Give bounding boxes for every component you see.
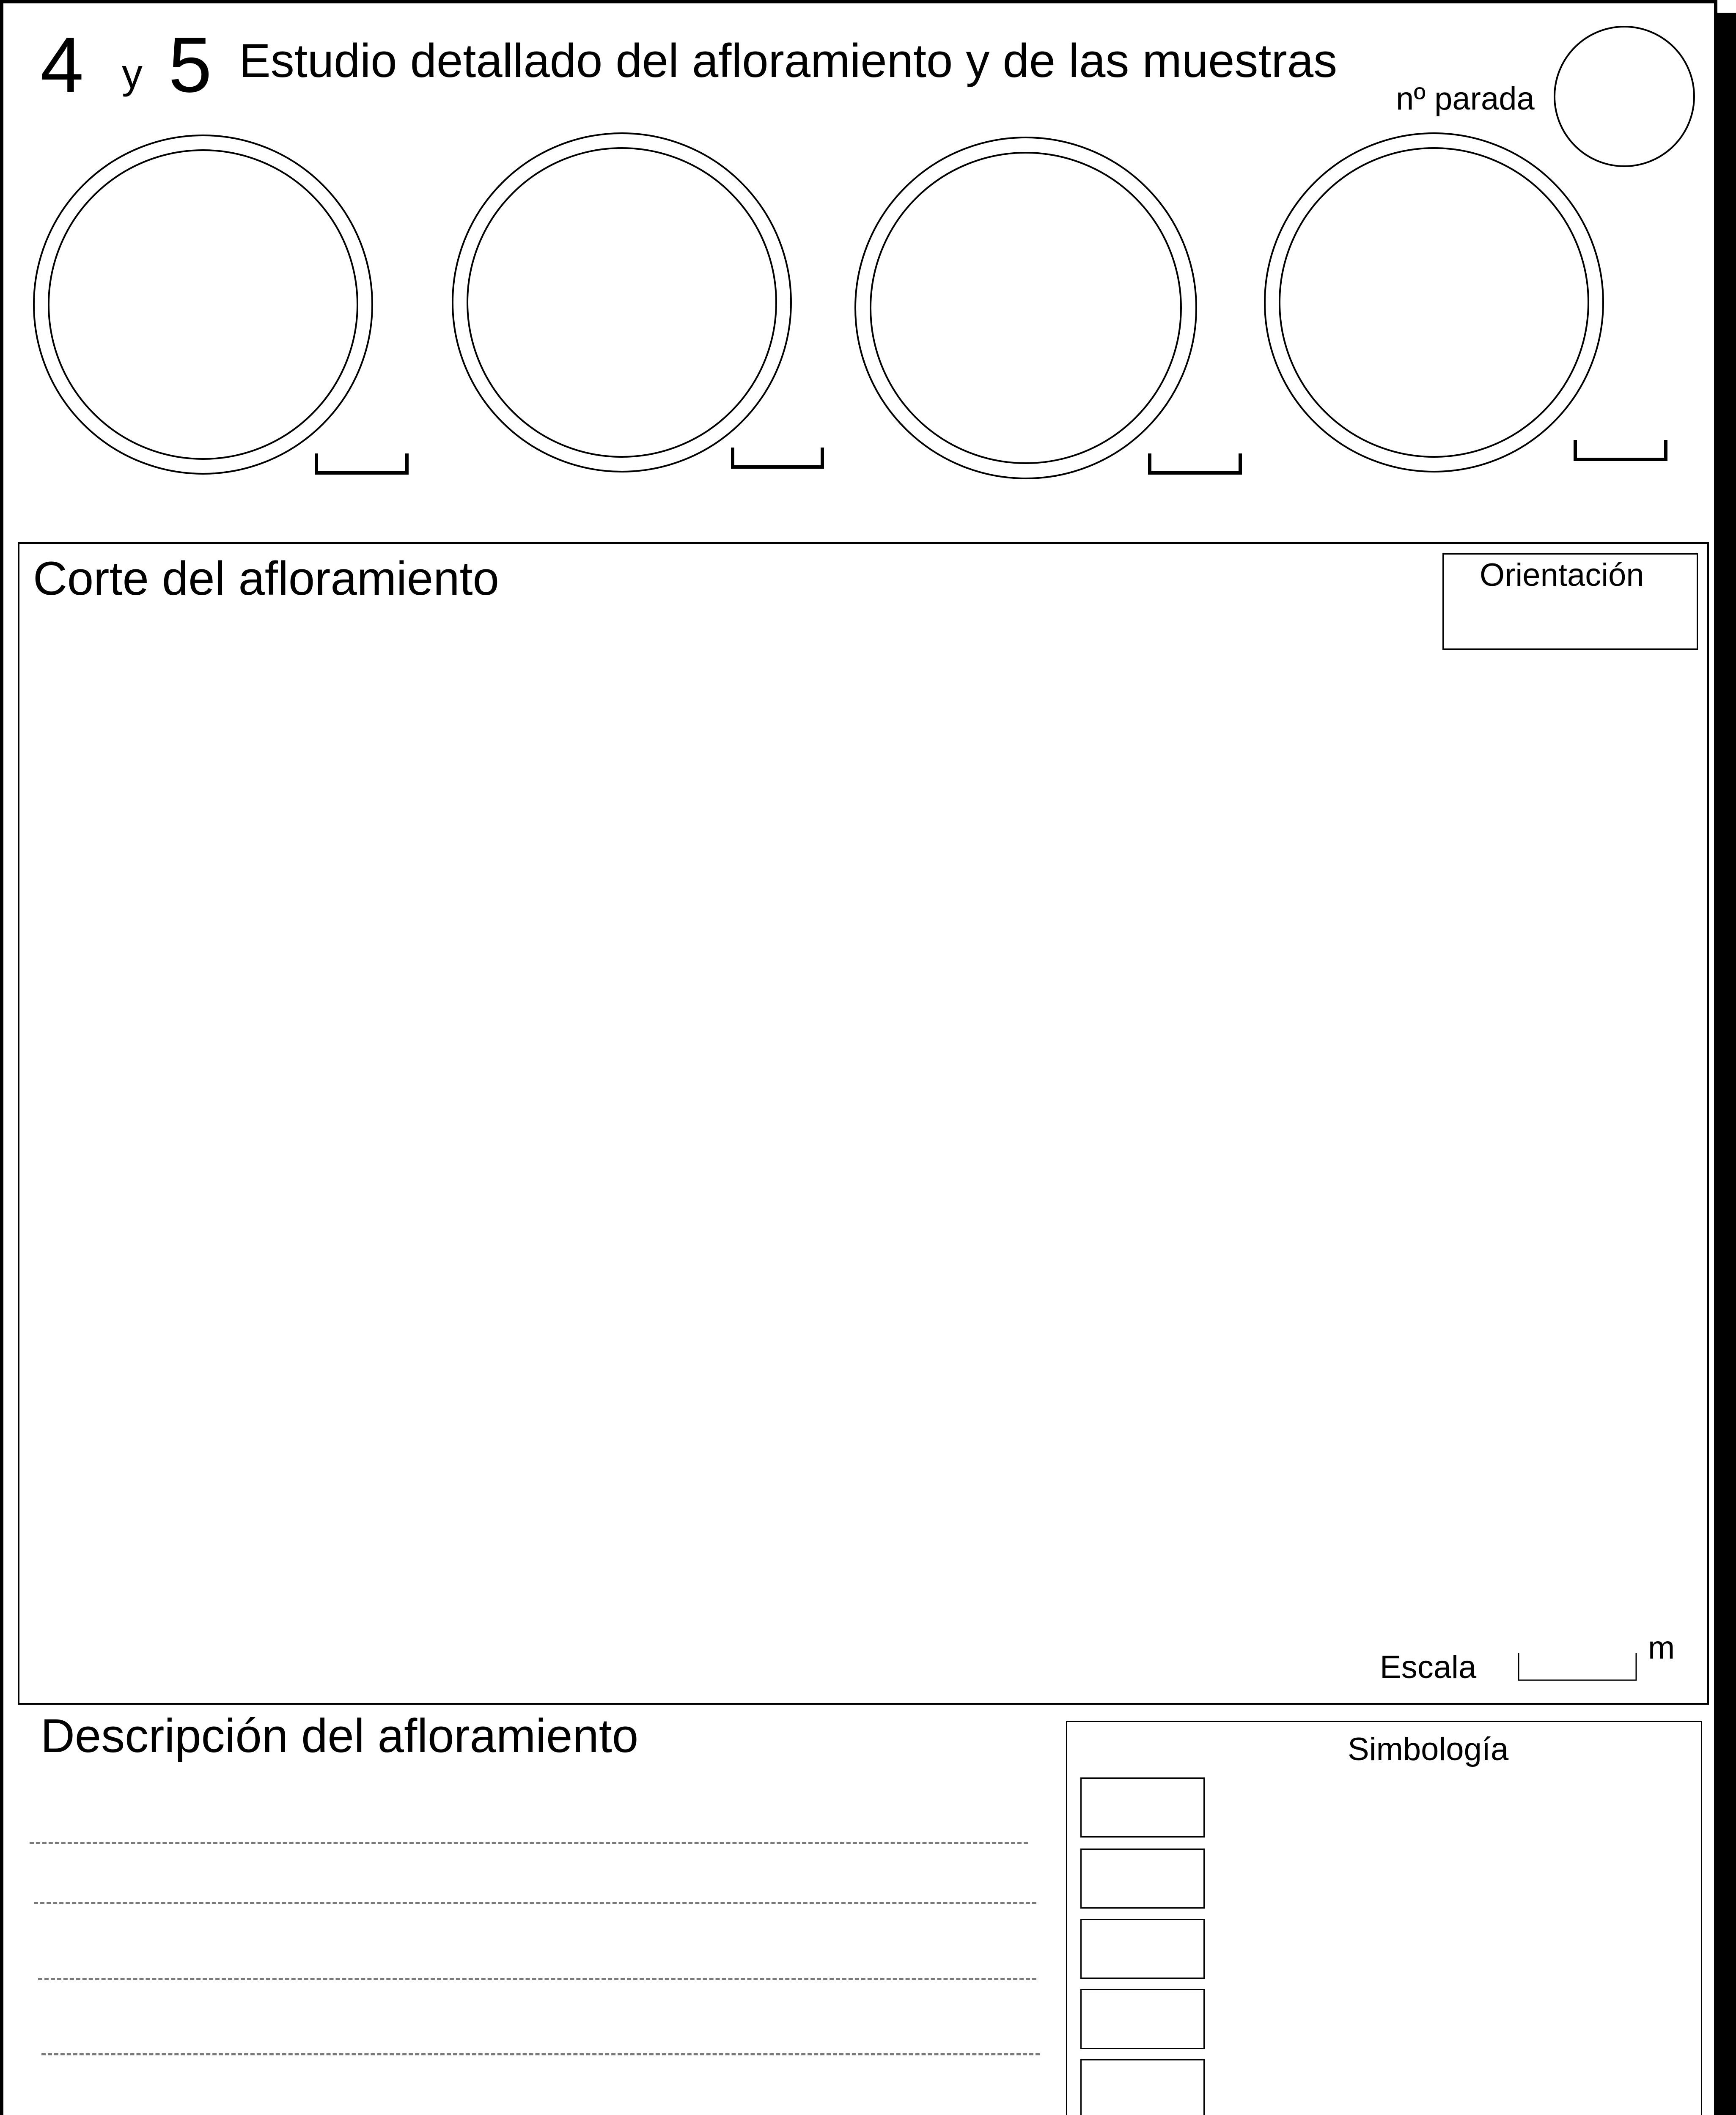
scale-label: Escala: [1380, 1649, 1477, 1685]
writing-line-3[interactable]: [38, 1978, 1036, 1980]
scale-bracket-2: [733, 448, 822, 467]
scale-bracket-3: [1150, 453, 1240, 473]
writing-line-2[interactable]: [34, 1902, 1036, 1904]
outcrop-section-title: Corte del afloramiento: [33, 552, 499, 605]
stop-number-label: nº parada: [1396, 81, 1535, 117]
writing-line-1[interactable]: [30, 1842, 1028, 1844]
symbol-box-2[interactable]: [1080, 1849, 1205, 1909]
description-title: Descripción del afloramiento: [41, 1709, 639, 1762]
page-title: Estudio detallado del afloramiento y de las muestras: [239, 34, 1338, 87]
sample-circle-1[interactable]: [34, 135, 372, 474]
stop-number-circle[interactable]: [1555, 27, 1694, 166]
section-number-5: 5: [168, 22, 212, 109]
section-number-4: 4: [40, 22, 84, 109]
sample-circle-2[interactable]: [453, 133, 791, 472]
scale-bracket-4: [1575, 440, 1666, 459]
symbology-title: Simbología: [1348, 1731, 1509, 1767]
outcrop-section-area[interactable]: [18, 542, 1709, 1705]
symbol-box-5[interactable]: [1080, 2059, 1205, 2115]
writing-line-4[interactable]: [41, 2053, 1040, 2055]
scale-bracket-1: [316, 453, 407, 473]
section-conjunction: y: [122, 50, 143, 97]
symbol-box-3[interactable]: [1080, 1919, 1205, 1979]
scale-unit: m: [1648, 1630, 1675, 1666]
sample-circle-3[interactable]: [855, 137, 1196, 478]
orientation-label: Orientación: [1480, 557, 1644, 593]
sample-circle-4[interactable]: [1265, 133, 1603, 472]
symbol-box-1[interactable]: [1080, 1777, 1205, 1838]
symbol-box-4[interactable]: [1080, 1989, 1205, 2049]
